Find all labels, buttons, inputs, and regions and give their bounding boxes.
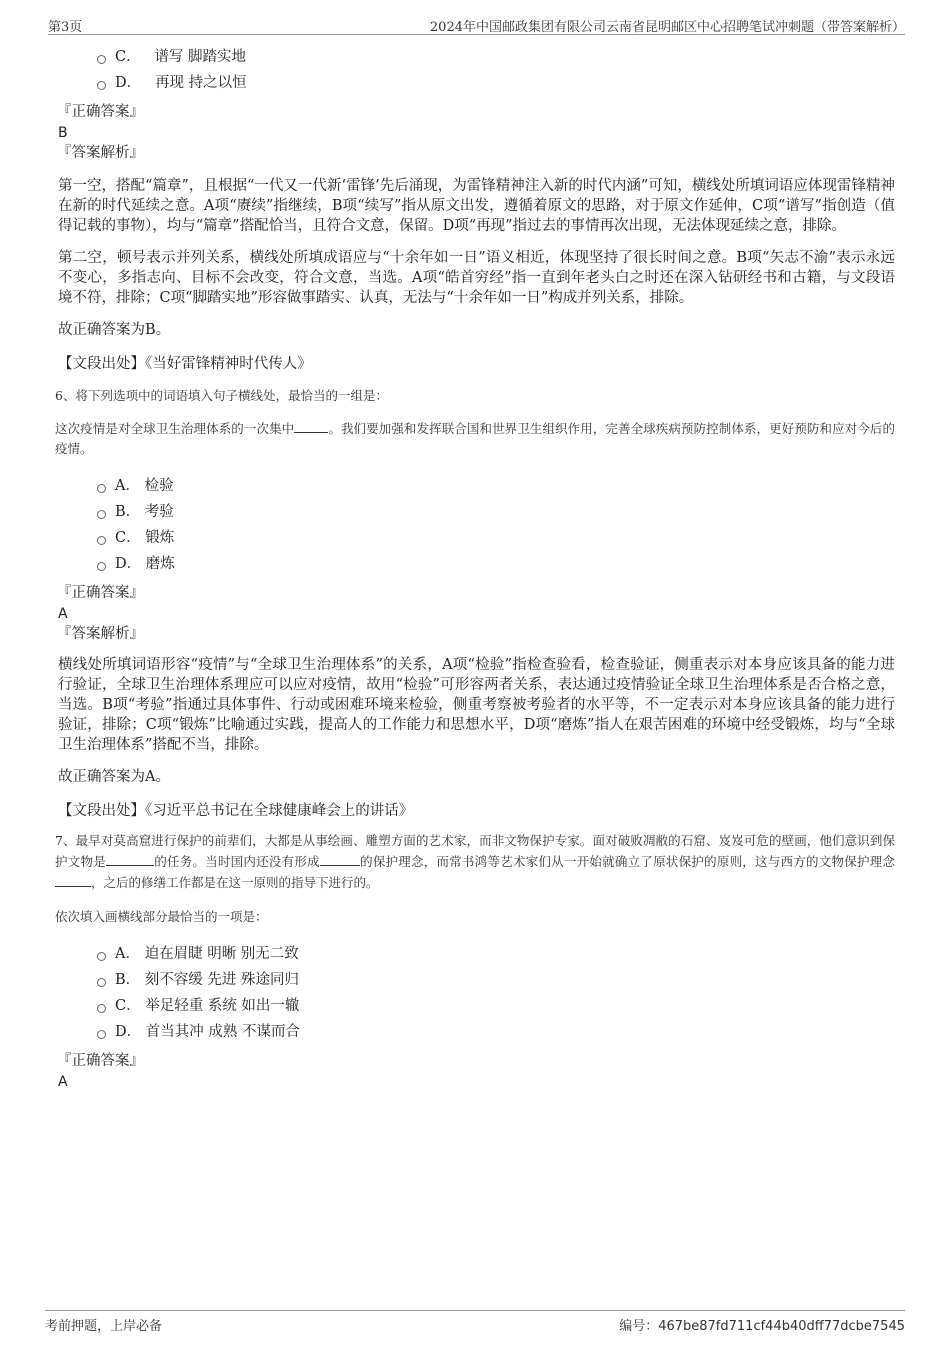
q7-option-d[interactable]: D． 首当其冲 成熟 不谋而合 [55,1019,895,1045]
q7-stem: 7、最早对莫高窟进行保护的前辈们，大都是从事绘画、雕塑方面的艺术家，而非文物保护专家。面对破败凋敝的石窟、岌岌可危的壁画，他们意识到保护文物是 的任务。当时国内还没有形成 的保护理念，而常书鸿等艺术家们从一开始就确立了原状保护的原则，这与西方的文物保护理念，之后的修缮工作都是在这一原则的指导下进行的。 [55,833,895,890]
q5-conclusion: 故正确答案为B。 [58,322,171,338]
q6-analysis-para-1: 横线处所填词语形容“疫情”与“全球卫生治理体系”的关系，A项“检验”指检查验看，检查验证，侧重表示对本身应该具备的能力进行验证，全球卫生治理体系理应可以应对疫情，故用“检验”可形容两者关系，表达通过疫情验证全球卫生治理体系是否合格之意，当选。B项“考验”指通过具体事件、行动或困难环境来检验，侧重考察被考验者的水平等，不一定表示对本身应该具备的能力进行验证，排除；C项“锻炼”比喻通过实践，提高人的工作能力和思想水平，D项“磨炼”指人在艰苦困难的环境中经受锻炼，均与“全球卫生治理体系”搭配不当，排除。 [58,657,895,753]
q7-prompt: 依次填入画横线部分最恰当的一项是： [55,909,268,924]
radio-icon[interactable] [97,55,106,64]
page-content [55,44,895,1092]
radio-icon[interactable] [97,1004,106,1013]
q7-answer-label: 『正确答案』 [57,1053,144,1069]
document-code: 编号：467be87fd711cf44b40dff77dcbe7545 [619,1319,905,1334]
radio-icon[interactable] [97,484,106,493]
q5-analysis-label: 『答案解析』 [57,145,144,161]
option-letter: C． [115,49,141,65]
radio-icon[interactable] [97,81,106,90]
q7-option-a[interactable]: A． 迫在眉睫 明晰 别无二致 [55,941,895,967]
q6-title: 6、将下列选项中的词语填入句子横线处，最恰当的一组是： [55,388,388,403]
footer-slogan: 考前押题，上岸必备 [45,1319,163,1334]
q6-option-a[interactable]: A． 检验 [55,473,895,499]
radio-icon[interactable] [97,562,106,571]
q5-answer: B [58,125,68,141]
radio-icon[interactable] [97,536,106,545]
q6-stem: 这次疫情是对全球卫生治理体系的一次集中 。我们要加强和发挥联合国和世界卫生组织作用，完善全球疾病预防控制体系，更好预防和应对今后的疫情。 [55,418,895,459]
q6-option-d[interactable]: D． 磨炼 [55,551,895,577]
page-number: 第3页 [48,20,83,35]
q7-option-c[interactable]: C． 举足轻重 系统 如出一辙 [55,993,895,1019]
page-footer [45,1310,905,1334]
q5-analysis-para-1: 第一空，搭配“篇章”，且根据“一代又一代新‘雷锋’先后涌现，为雷锋精神注入新的时代内涵”可知，横线处所填词语应体现雷锋精神在新的时代延续之意。A项“赓续”指继续，B项“续写”指从原文出发，遵循着原文的思路，对于原文作延伸，C项“谱写”指创造（值得记载的事物），均与“篇章”搭配恰当，且符合文意，保留。D项“再现”指过去的事情再次出现，无法体现延续之意，排除。 [58,178,895,234]
q6-options [55,473,895,577]
radio-icon[interactable] [97,510,106,519]
q5-analysis-para-2: 第二空，顿号表示并列关系，横线处所填成语应与“十余年如一日”语义相近，体现坚持了很长时间之意。B项“矢志不渝”表示永远不变心，多指志向、目标不会改变，符合文意，当选。A项“皓首穷经”指一直到年老头白之时还在深入钻研经书和古籍，与文段语境不符，排除；C项“脚踏实地”形容做事踏实、认真，无法与“十余年如一日”构成并列关系，排除。 [58,250,895,306]
q5-options [55,44,895,96]
q6-answer-label: 『正确答案』 [57,585,144,601]
q5-answer-label: 『正确答案』 [57,104,144,120]
document-title: 2024年中国邮政集团有限公司云南省昆明邮区中心招聘笔试冲刺题（带答案解析） [429,20,905,35]
answer-blank [106,851,154,866]
q5-option-d[interactable] [55,70,895,96]
answer-blank [55,872,91,887]
option-text: 再现 持之以恒 [154,75,247,91]
radio-icon[interactable] [97,978,106,987]
q6-analysis-label: 『答案解析』 [57,626,144,642]
q5-option-c[interactable] [55,44,895,70]
radio-icon[interactable] [97,952,106,961]
radio-icon[interactable] [97,1030,106,1039]
q6-answer: A [58,606,68,622]
q6-option-c[interactable]: C． 锻炼 [55,525,895,551]
q6-option-b[interactable]: B． 考验 [55,499,895,525]
q6-source: 【文段出处】《习近平总书记在全球健康峰会上的讲话》 [58,803,414,819]
answer-blank [294,418,328,433]
q5-source: 【文段出处】《当好雷锋精神时代传人》 [58,356,312,372]
q7-option-b[interactable]: B． 刻不容缓 先进 殊途同归 [55,967,895,993]
q7-options [55,941,895,1045]
option-text: 谱写 脚踏实地 [154,49,247,65]
option-letter: D． [115,75,142,91]
answer-blank [320,851,360,866]
q7-answer: A [58,1074,68,1090]
page-header [48,14,905,35]
q6-conclusion: 故正确答案为A。 [58,769,170,785]
